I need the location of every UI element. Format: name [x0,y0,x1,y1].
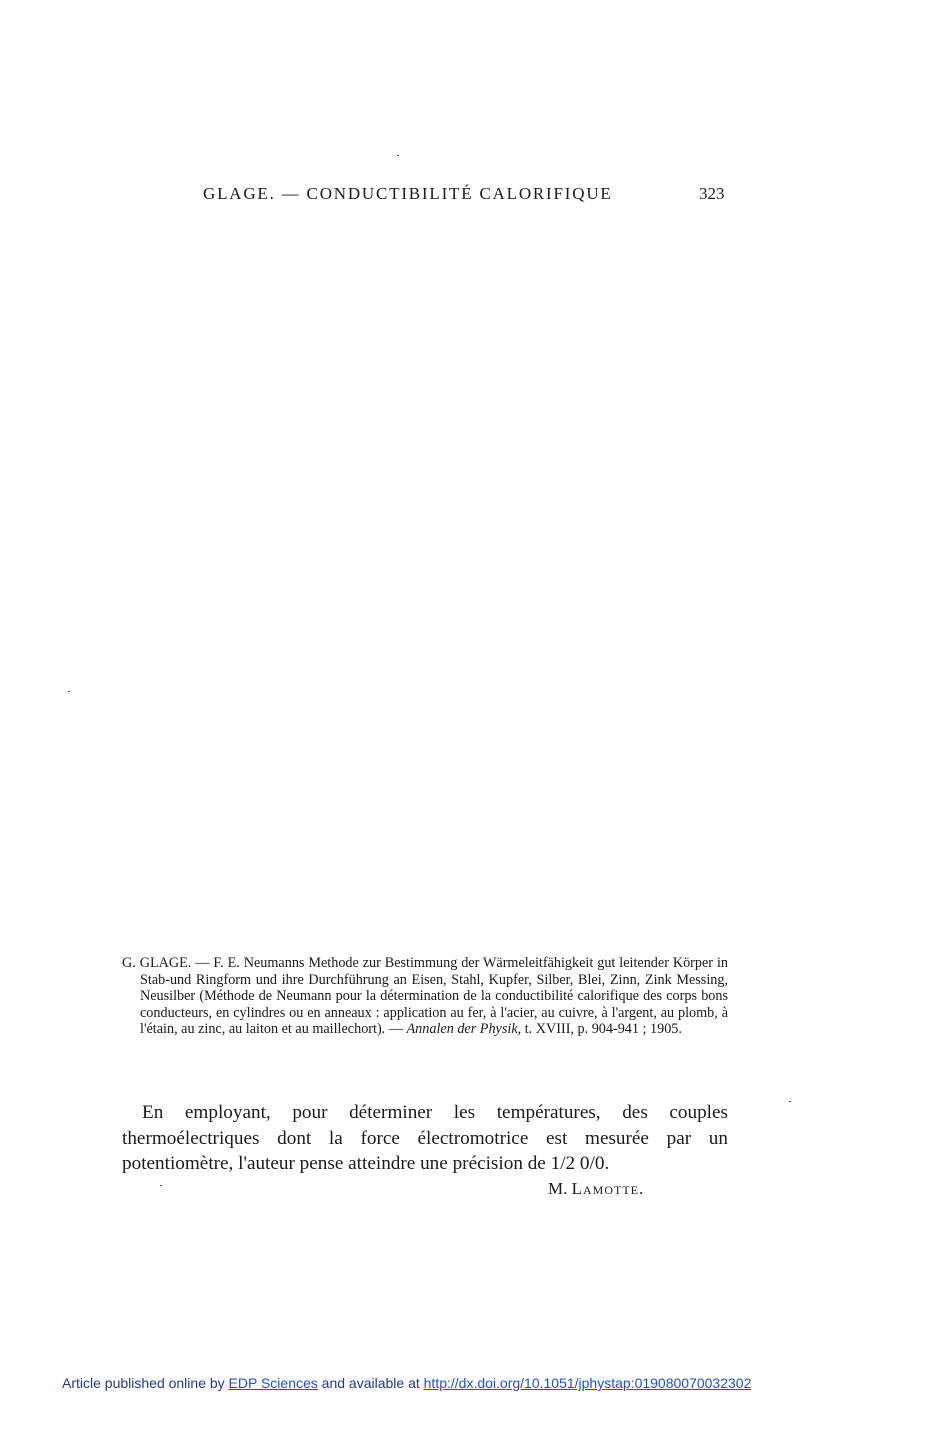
print-speck [160,1185,162,1186]
summary-paragraph: En employant, pour déterminer les températures, des couples thermoélectriques dont la force électromotrice est mesurée par un potentiomètre, l'auteur pense atteindre une précision de 1/2 0/0. [122,1102,728,1174]
signature-trailing: . [639,1179,644,1198]
bibliographic-reference [122,955,728,1038]
signature-name: Lamotte [571,1179,640,1198]
footer-middle: and available at [317,1375,424,1391]
reference-journal: Annalen der Physik [406,1021,518,1038]
print-speck [397,155,399,156]
print-speck [68,691,70,692]
reference-title: F. E. Neumanns Methode zur Bestimmung der Wärmeleitfähigkeit gut leitender Körper in Stab-und Ringform und ihre Durchführung an Eisen, Stahl, Kupfer, Silber, Blei, Zinn, Zink Messing, Neusilber (Méthode de Neumann pour la détermination de la conductibilité calorifique des corps bons conducteurs, en cylindres ou en anneaux : application au fer, à l'acier, au cuivre, à l'argent, au plomb, à l'étain, au zinc, au laiton et au maillechort). — [140,955,728,1038]
footer-prefix: Article published online by [62,1375,229,1391]
print-speck [789,1101,791,1102]
publisher-link[interactable]: EDP Sciences [228,1375,318,1391]
reference-citation: , t. XVIII, p. 904-941 ; 1905. [517,1021,682,1038]
reference-dash: — [191,955,214,971]
reference-author: G. GLAGE. [122,955,192,971]
running-title: GLAGE. — CONDUCTIBILITÉ CALORIFIQUE [203,184,613,203]
signature-initial: M. [548,1179,572,1198]
signature [548,1179,643,1199]
publication-footer [62,1375,751,1391]
page-number: 323 [699,184,725,203]
doi-link[interactable]: http://dx.doi.org/10.1051/jphystap:019080070032302 [423,1375,752,1391]
